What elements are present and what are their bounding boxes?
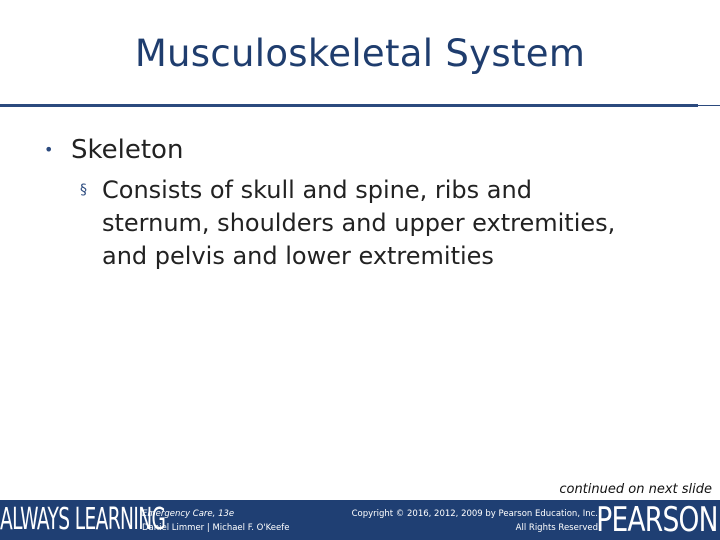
footer-bar — [0, 500, 720, 540]
title-divider — [0, 104, 698, 107]
book-title: Emergency Care, 13e — [142, 509, 235, 519]
slide-title: Musculoskeletal System — [134, 32, 586, 75]
bullet-square-icon: § — [80, 182, 87, 198]
bullet-dot-icon: • — [44, 140, 54, 159]
book-authors: Daniel Limmer | Michael F. O'Keefe — [142, 523, 290, 533]
copyright-info — [352, 507, 598, 535]
book-info — [142, 507, 290, 535]
bullet-level-2-text: Consists of skull and spine, ribs and sternum, shoulders and upper extremities, and pelvis and lower extremities — [102, 176, 616, 270]
rights-text: All Rights Reserved — [515, 523, 598, 533]
title-divider-end — [698, 105, 720, 106]
copyright-text: Copyright © 2016, 2012, 2009 by Pearson Education, Inc. — [351, 509, 598, 519]
always-learning-logo: ALWAYS LEARNING — [0, 502, 166, 537]
bullet-level-1-text: Skeleton — [71, 135, 184, 165]
pearson-logo: PEARSON — [596, 500, 718, 540]
continued-note: continued on next slide — [559, 482, 712, 497]
